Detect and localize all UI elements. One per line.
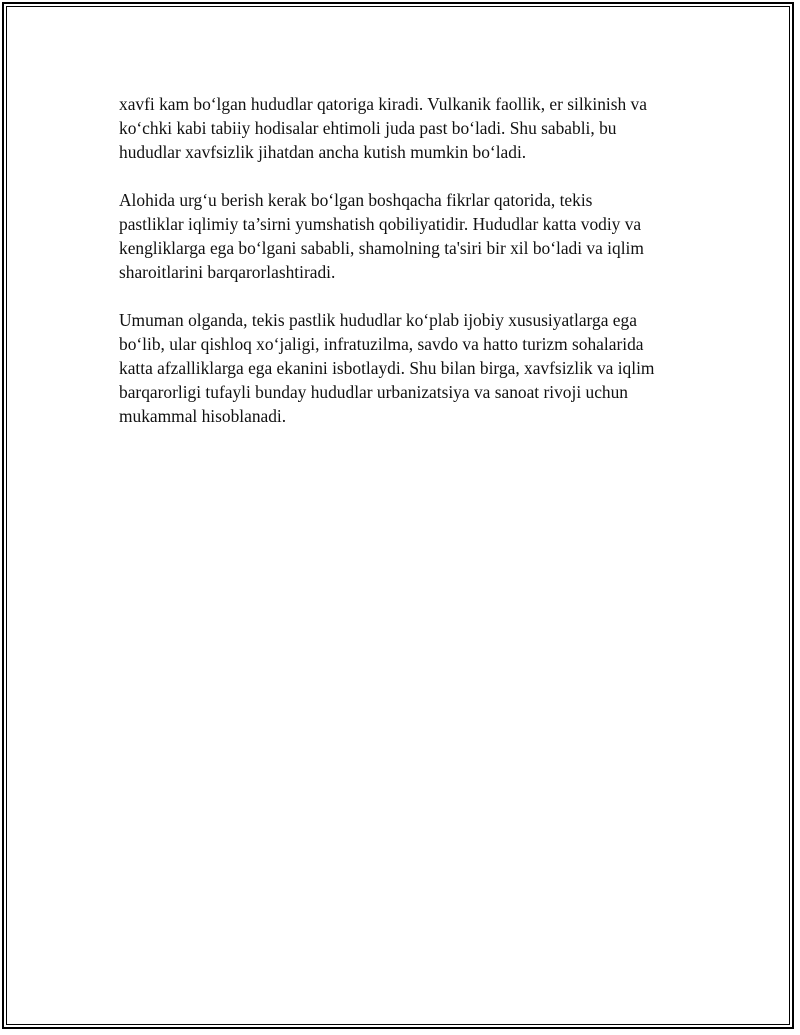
- paragraph-1: xavfi kam bo‘lgan hududlar qatoriga kiradi. Vulkanik faollik, er silkinish va ko‘chki kabi tabiiy hodisalar ehtimoli juda past bo‘ladi. Shu sababli, bu hududlar xavfsizlik jihatdan ancha kutish mumkin bo‘ladi.: [119, 94, 647, 162]
- paragraph-3: Umuman olganda, tekis pastlik hududlar ko‘plab ijobiy xususiyatlarga ega bo‘lib, ular qishloq xo‘jaligi, infratuzilma, savdo va hatto turizm sohalarida katta afzalliklarga ega ekanini isbotlaydi. Shu bilan birga, xavfsizlik va iqlim barqarorligi tufayli bunday hududlar urbanizatsiya va sanoat rivoji uchun mukammal hisoblanadi.: [119, 310, 655, 426]
- document-body: [119, 92, 699, 452]
- paragraph-2: Alohida urg‘u berish kerak bo‘lgan boshqacha fikrlar qatorida, tekis pastliklar iqlimiy ta’sirni yumshatish qobiliyatidir. Hududlar katta vodiy va kengliklarga ega bo‘lgani sababli, shamolning ta'siri bir xil bo‘ladi va iqlim sharoitlarini barqarorlashtiradi.: [119, 190, 644, 282]
